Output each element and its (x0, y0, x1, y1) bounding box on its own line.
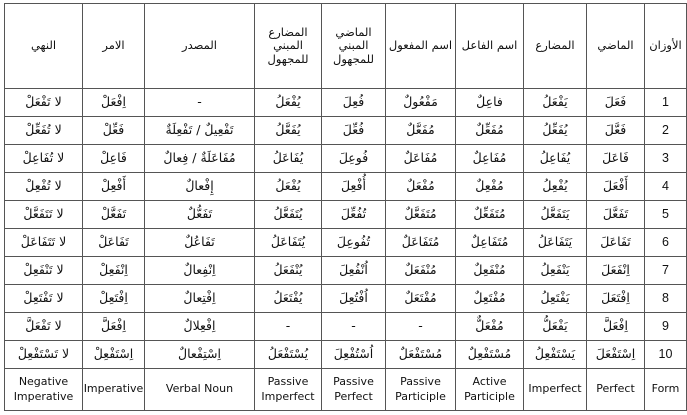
conjugation-cell: لا تَفْعَلَّ (5, 313, 83, 341)
conjugation-cell: اِفْتِعالٌ (145, 285, 255, 313)
conjugation-cell: يُسْتَفْعَلُ (255, 341, 322, 369)
conjugation-cell: - (386, 313, 456, 341)
form-row-3 (5, 145, 687, 173)
header-cell: اسم الفاعل (456, 4, 524, 89)
conjugation-cell: مُفَعِّلٌ (456, 117, 524, 145)
conjugation-cell: لا تُفَعِّلْ (5, 117, 83, 145)
conjugation-cell: اِفْتَعَلَ (587, 285, 645, 313)
conjugation-cell: اِفْعِلالٌ (145, 313, 255, 341)
conjugation-cell: اِسْتَفْعِلْ (83, 341, 145, 369)
conjugation-cell: يُفْعِلُ (524, 173, 587, 201)
conjugation-cell: مُفْتَعِلٌ (456, 285, 524, 313)
conjugation-cell: يُفَعِّلُ (524, 117, 587, 145)
conjugation-cell: مُفْعَلٌّ (456, 313, 524, 341)
conjugation-cell: إِفْعالٌ (145, 173, 255, 201)
header-cell: اسم المفعول (386, 4, 456, 89)
conjugation-cell: يُفْعَلُ (255, 89, 322, 117)
form-number: 6 (645, 229, 687, 257)
conjugation-cell: مُفَاعَلٌ (386, 145, 456, 173)
form-number: 5 (645, 201, 687, 229)
conjugation-cell: تُفُعِّلَ (322, 201, 386, 229)
conjugation-cell: مُفَاعِلٌ (456, 145, 524, 173)
conjugation-cell: تَفَعَّلَ (587, 201, 645, 229)
conjugation-cell: تَفَعُّلٌ (145, 201, 255, 229)
conjugation-cell: يَفْعَلُّ (524, 313, 587, 341)
conjugation-cell: لا تَتَفَاعَلْ (5, 229, 83, 257)
conjugation-cell: أَفْعَلَ (587, 173, 645, 201)
conjugation-cell: فَاعِلْ (83, 145, 145, 173)
conjugation-cell: اِفْتَعِلْ (83, 285, 145, 313)
header-cell: الماضي المبني للمجهول (322, 4, 386, 89)
header-cell: المضارع المبني للمجهول (255, 4, 322, 89)
english-label: Imperfect (524, 369, 587, 411)
conjugation-cell: تَفَاعَلْ (83, 229, 145, 257)
conjugation-cell: فاعِلٌ (456, 89, 524, 117)
form-row-7 (5, 257, 687, 285)
form-number: 3 (645, 145, 687, 173)
conjugation-cell: فَعَّلَ (587, 117, 645, 145)
header-cell: الامر (83, 4, 145, 89)
conjugation-cell: يُتَفَاعَلُ (255, 229, 322, 257)
conjugation-cell: يَنْفَعِلُ (524, 257, 587, 285)
conjugation-cell: مُنْفَعِلٌ (456, 257, 524, 285)
conjugation-cell: فُعِلَ (322, 89, 386, 117)
conjugation-cell: - (255, 313, 322, 341)
conjugation-cell: مُتَفَاعِلٌ (456, 229, 524, 257)
conjugation-cell: تَفَعَّلْ (83, 201, 145, 229)
form-number: 7 (645, 257, 687, 285)
conjugation-cell: فُعِّلَ (322, 117, 386, 145)
form-row-6 (5, 229, 687, 257)
arabic-header-row (5, 4, 687, 89)
english-label: Negative Imperative (5, 369, 83, 411)
form-number: 8 (645, 285, 687, 313)
conjugation-cell: مُسْتَفْعِلٌ (456, 341, 524, 369)
conjugation-cell: يَتَفَاعَلُ (524, 229, 587, 257)
header-cell: الأوزان (645, 4, 687, 89)
conjugation-cell: لا تَتَفَعَّلْ (5, 201, 83, 229)
conjugation-cell: اِفْعَلَّ (83, 313, 145, 341)
conjugation-cell: مُفْتَعَلٌ (386, 285, 456, 313)
conjugation-cell: مُفْعِلٌ (456, 173, 524, 201)
english-label: Active Participle (456, 369, 524, 411)
conjugation-cell: يُفَعَّلُ (255, 117, 322, 145)
english-label: Perfect (587, 369, 645, 411)
form-row-8 (5, 285, 687, 313)
conjugation-cell: مُنْفَعَلٌ (386, 257, 456, 285)
conjugation-cell: اِسْتَفْعَلَ (587, 341, 645, 369)
form-number: 4 (645, 173, 687, 201)
conjugation-cell: يَتَفَعَّلُ (524, 201, 587, 229)
conjugation-cell: أَفْعِلْ (83, 173, 145, 201)
conjugation-cell: اِفْعَلْ (83, 89, 145, 117)
conjugation-cell: مُفَعَّلٌ (386, 117, 456, 145)
header-cell: النهي (5, 4, 83, 89)
conjugation-cell: لا تُفْعِلْ (5, 173, 83, 201)
conjugation-cell: تَفَاعُلٌ (145, 229, 255, 257)
conjugation-cell: مُسْتَفْعَلٌ (386, 341, 456, 369)
conjugation-cell: اِنْفَعَلَ (587, 257, 645, 285)
english-label: Form (645, 369, 687, 411)
conjugation-cell: - (145, 89, 255, 117)
conjugation-cell: تُفُوعِلَ (322, 229, 386, 257)
form-number: 1 (645, 89, 687, 117)
conjugation-cell: فُوعِلَ (322, 145, 386, 173)
conjugation-cell: يُفَاعِلُ (524, 145, 587, 173)
conjugation-cell: اِفْعَلَّ (587, 313, 645, 341)
verb-forms-table (4, 3, 687, 411)
conjugation-cell: يُفْتَعَلُ (255, 285, 322, 313)
conjugation-cell: يَفْتَعِلُ (524, 285, 587, 313)
form-row-10 (5, 341, 687, 369)
conjugation-cell: فَاعَلَ (587, 145, 645, 173)
english-label: Passive Participle (386, 369, 456, 411)
conjugation-cell: يَفْعَلُ (524, 89, 587, 117)
form-number: 9 (645, 313, 687, 341)
form-row-1 (5, 89, 687, 117)
form-number: 2 (645, 117, 687, 145)
conjugation-cell: لا تَفْتَعِلْ (5, 285, 83, 313)
conjugation-cell: يُفَاعَلُ (255, 145, 322, 173)
conjugation-cell: أُفْعِلَ (322, 173, 386, 201)
conjugation-cell: مُفَاعَلَةٌ / فِعالٌ (145, 145, 255, 173)
header-cell: الماضي (587, 4, 645, 89)
conjugation-cell: يُنْفَعَلُ (255, 257, 322, 285)
header-cell: المصدر (145, 4, 255, 89)
conjugation-cell: يُتَفَعَّلُ (255, 201, 322, 229)
conjugation-cell: اُنْفُعِلَ (322, 257, 386, 285)
form-row-5 (5, 201, 687, 229)
conjugation-cell: مُتَفَعِّلٌ (456, 201, 524, 229)
conjugation-cell: يُفْعَلُ (255, 173, 322, 201)
conjugation-cell: اِنْفَعِلْ (83, 257, 145, 285)
header-cell: المضارع (524, 4, 587, 89)
conjugation-cell: فَعَلَ (587, 89, 645, 117)
conjugation-cell: تَفْعِيلٌ / تَفْعِلَةٌ (145, 117, 255, 145)
conjugation-cell: اُسْتُفْعِلَ (322, 341, 386, 369)
conjugation-cell: لا تَسْتَفْعِلْ (5, 341, 83, 369)
conjugation-cell: مَفْعُولٌ (386, 89, 456, 117)
conjugation-cell: - (322, 313, 386, 341)
conjugation-cell: لا تَفْعَلْ (5, 89, 83, 117)
conjugation-cell: مُفْعَلٌ (386, 173, 456, 201)
conjugation-cell: اُفْتُعِلَ (322, 285, 386, 313)
conjugation-cell: اِنْفِعالٌ (145, 257, 255, 285)
conjugation-cell: فَعِّلْ (83, 117, 145, 145)
conjugation-cell: لا تُفَاعِلْ (5, 145, 83, 173)
conjugation-cell: يَسْتَفْعِلُ (524, 341, 587, 369)
english-header-row (5, 369, 687, 411)
conjugation-cell: لا تَنْفَعِلْ (5, 257, 83, 285)
english-label: Imperative (83, 369, 145, 411)
english-label: Passive Imperfect (255, 369, 322, 411)
form-number: 10 (645, 341, 687, 369)
english-label: Passive Perfect (322, 369, 386, 411)
english-label: Verbal Noun (145, 369, 255, 411)
form-row-2 (5, 117, 687, 145)
form-row-9 (5, 313, 687, 341)
conjugation-cell: مُتَفَاعَلٌ (386, 229, 456, 257)
form-row-4 (5, 173, 687, 201)
conjugation-cell: تَفَاعَلَ (587, 229, 645, 257)
conjugation-cell: اِسْتِفْعالٌ (145, 341, 255, 369)
conjugation-cell: مُتَفَعَّلٌ (386, 201, 456, 229)
